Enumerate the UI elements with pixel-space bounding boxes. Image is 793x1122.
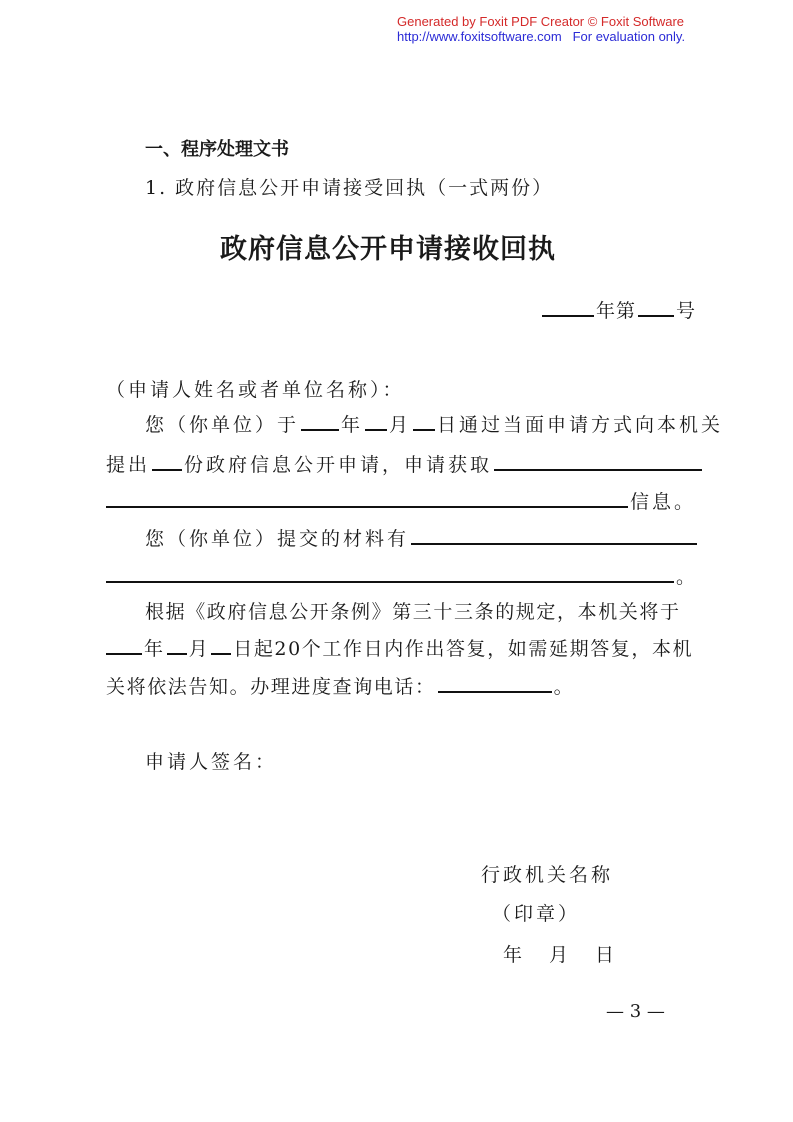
materials-blank[interactable] — [411, 542, 697, 545]
section-heading: 一、程序处理文书 — [145, 139, 289, 160]
item-label: 1. 政府信息公开申请接受回执（一式两份） — [145, 177, 554, 199]
para1-line2: 提出 份政府信息公开申请，申请获取 — [106, 450, 704, 477]
requested-info-blank[interactable] — [494, 468, 702, 471]
date-day-blank[interactable] — [413, 428, 435, 431]
number-line — [540, 296, 696, 323]
watermark-note: For evaluation only. — [572, 29, 686, 44]
date-month-blank[interactable] — [365, 428, 387, 431]
number-line-num-label: 号 — [676, 300, 697, 322]
page-number: — 3 — — [606, 1001, 665, 1022]
para3-line3: 关将依法告知。办理进度查询电话： 。 — [106, 676, 575, 698]
date-line: 年 月 日 — [503, 944, 619, 966]
phone-blank[interactable] — [438, 690, 552, 693]
agency-name: 行政机关名称 — [481, 864, 614, 886]
applicant-line: （申请人姓名或者单位名称）： — [106, 379, 405, 401]
reply-day-blank[interactable] — [211, 652, 231, 655]
date-year-blank[interactable] — [301, 428, 339, 431]
year-blank[interactable] — [542, 314, 594, 317]
para2-line2: 。 — [106, 562, 698, 589]
watermark-line1: Generated by Foxit PDF Creator © Foxit Software — [397, 14, 685, 29]
reply-month-blank[interactable] — [167, 652, 187, 655]
para3-line1: 根据《政府信息公开条例》第三十三条的规定，本机关将于 — [145, 601, 681, 623]
number-line-year-label: 年第 — [596, 300, 637, 322]
document-title: 政府信息公开申请接收回执 — [220, 234, 556, 265]
para1-line3: 信息。 — [106, 487, 696, 514]
number-blank[interactable] — [638, 314, 674, 317]
materials-blank-2[interactable] — [106, 580, 674, 583]
seal-label: （印章） — [492, 903, 581, 925]
copies-blank[interactable] — [152, 468, 182, 471]
requested-info-blank-2[interactable] — [106, 505, 628, 508]
para1-line1: 您（你单位）于 年 月 日通过当面申请方式向本机关 — [145, 414, 724, 436]
para3-line2: 年 月 日起20个工作日内作出答复，如需延期答复，本机 — [106, 634, 693, 661]
reply-year-blank[interactable] — [106, 652, 142, 655]
watermark-link[interactable]: http://www.foxitsoftware.com — [397, 29, 562, 44]
signature-label: 申请人签名： — [145, 751, 278, 773]
watermark-line2 — [397, 29, 685, 44]
para2-line1: 您（你单位）提交的材料有 — [145, 524, 699, 551]
